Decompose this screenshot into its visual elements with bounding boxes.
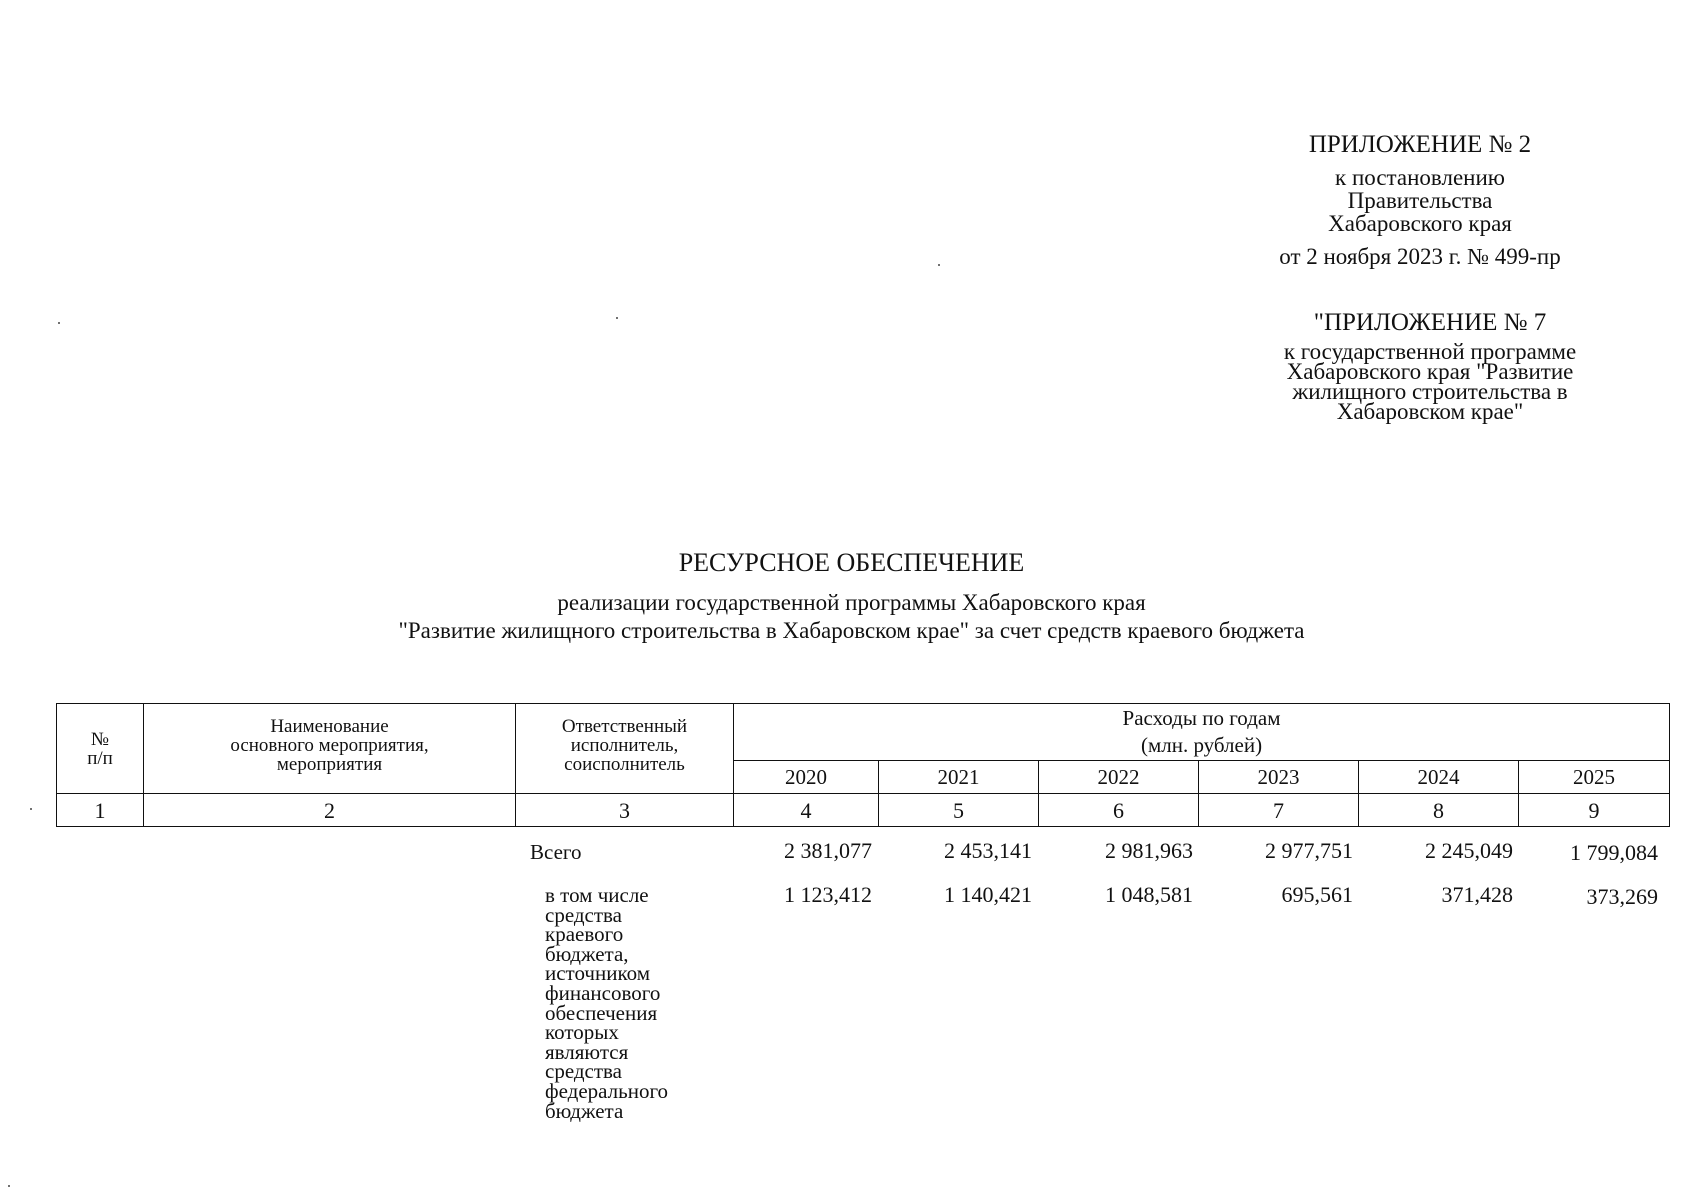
- appendix-block: [1200, 130, 1640, 271]
- column-number-cell: 5: [879, 794, 1039, 827]
- federal-funded-row-value: 1 048,581: [1105, 882, 1193, 907]
- federal-funded-label-line: источником: [545, 961, 650, 986]
- federal-funded-label-line: краевого: [545, 922, 624, 947]
- header-no-line: п/п: [87, 747, 113, 769]
- program-appendix-line: жилищного строительства в: [1292, 379, 1568, 404]
- program-appendix-title: "ПРИЛОЖЕНИЕ № 7: [1313, 309, 1547, 336]
- appendix-line: Хабаровского края: [1328, 211, 1512, 236]
- header-year-cell: 2021: [879, 761, 1039, 794]
- header-year-cell: 2020: [734, 761, 879, 794]
- header-exec-line: исполнитель,: [570, 735, 679, 756]
- header-year-cell: 2023: [1199, 761, 1359, 794]
- total-row-value: 2 981,963: [1105, 838, 1193, 863]
- total-row-value: 2 381,077: [784, 838, 872, 863]
- header-expenses-cell: [734, 704, 1670, 761]
- program-appendix-line: к государственной программе: [1283, 339, 1577, 364]
- program-appendix-line: Хабаровском крае": [1336, 399, 1524, 424]
- federal-funded-label-line: обеспечения: [545, 1000, 658, 1025]
- document-title-block: [0, 547, 1703, 645]
- header-name-line: мероприятия: [276, 754, 383, 775]
- federal-funded-label-line: бюджета,: [545, 941, 629, 966]
- appendix-title: ПРИЛОЖЕНИЕ № 2: [1308, 131, 1532, 158]
- column-number-cell: 8: [1359, 794, 1519, 827]
- federal-funded-label-line: средства: [545, 1059, 623, 1084]
- header-no-cell: [57, 704, 144, 794]
- document-title: РЕСУРСНОЕ ОБЕСПЕЧЕНИЕ: [678, 548, 1025, 577]
- federal-funded-label-line: бюджета: [545, 1098, 624, 1123]
- column-number-cell: 4: [734, 794, 879, 827]
- header-name-cell: [144, 704, 516, 794]
- header-year-cell: 2022: [1039, 761, 1199, 794]
- federal-funded-label-line: федерального: [545, 1078, 669, 1103]
- federal-funded-label-line: являются: [545, 1039, 629, 1064]
- scan-speck: [8, 1185, 10, 1187]
- scan-speck: [30, 808, 32, 810]
- federal-funded-row-value: 1 140,421: [944, 882, 1032, 907]
- total-row-value: 2 245,049: [1425, 838, 1513, 863]
- federal-funded-label-line: средства: [545, 902, 623, 927]
- header-exec-line: соисполнитель: [564, 754, 685, 775]
- total-row: [0, 838, 1703, 868]
- header-no-line: №: [90, 728, 110, 750]
- appendix-line: Правительства: [1347, 188, 1493, 213]
- program-appendix-line: Хабаровского края "Развитие: [1286, 359, 1574, 384]
- column-number-cell: 7: [1199, 794, 1359, 827]
- header-exec-cell: [516, 704, 734, 794]
- federal-funded-row-value: 373,269: [1586, 884, 1658, 909]
- program-appendix-block: [1210, 308, 1650, 422]
- total-row-value: 2 453,141: [944, 838, 1032, 863]
- column-number-cell: 2: [144, 794, 516, 827]
- document-subtitle: "Развитие жилищного строительства в Хабаровском крае" за счет средств краевого бюджета: [398, 618, 1305, 643]
- federal-funded-label-line: финансового: [545, 980, 661, 1005]
- document-subtitle: реализации государственной программы Хабаровского края: [557, 590, 1146, 615]
- header-exec-line: Ответственный: [561, 716, 688, 737]
- expenses-header-table: [56, 703, 1670, 827]
- header-year-cell: 2024: [1359, 761, 1519, 794]
- column-number-cell: 6: [1039, 794, 1199, 827]
- header-year-cell: 2025: [1519, 761, 1670, 794]
- column-number-cell: 1: [57, 794, 144, 827]
- scan-speck: [58, 322, 60, 324]
- federal-funded-row: [0, 882, 1703, 1142]
- federal-funded-row-value: 695,561: [1281, 882, 1353, 907]
- federal-funded-row-value: 371,428: [1441, 882, 1513, 907]
- total-row-label: Всего: [530, 840, 582, 864]
- appendix-date: от 2 ноября 2023 г. № 499-пр: [1279, 244, 1561, 269]
- column-number-cell: 3: [516, 794, 734, 827]
- appendix-line: к постановлению: [1335, 165, 1505, 190]
- federal-funded-label-line: которых: [545, 1020, 619, 1045]
- header-name-line: Наименование: [270, 716, 389, 737]
- header-name-line: основного мероприятия,: [230, 735, 429, 756]
- header-expenses-line: (млн. рублей): [1140, 733, 1263, 757]
- scan-speck: [616, 317, 618, 319]
- header-expenses-line: Расходы по годам: [1122, 706, 1281, 730]
- federal-funded-label-line: в том числе: [545, 883, 649, 907]
- scan-speck: [938, 264, 940, 266]
- federal-funded-row-value: 1 123,412: [784, 882, 872, 907]
- total-row-value: 1 799,084: [1570, 840, 1658, 865]
- column-number-cell: 9: [1519, 794, 1670, 827]
- total-row-value: 2 977,751: [1265, 838, 1353, 863]
- federal-funded-row-label: [545, 883, 669, 1123]
